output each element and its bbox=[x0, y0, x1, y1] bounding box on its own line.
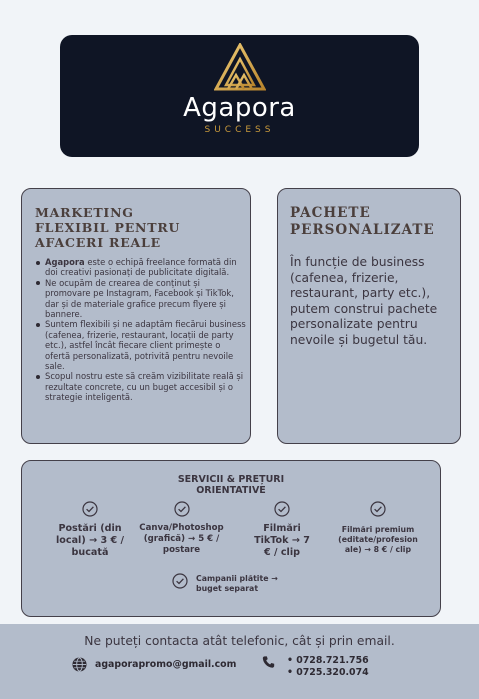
service-label-line: Postări (din bbox=[58, 523, 122, 534]
phone-numbers bbox=[287, 655, 369, 679]
service-item bbox=[134, 501, 229, 556]
phone-number[interactable]: • 0728.721.756 bbox=[287, 655, 369, 666]
service-label-line: (grafică) → 5 € / bbox=[143, 534, 220, 544]
list-item bbox=[35, 257, 247, 278]
service-label bbox=[196, 574, 278, 594]
brand-tagline: SUCCESS bbox=[204, 125, 275, 135]
packages-heading-line: PERSONALIZATE bbox=[290, 222, 435, 238]
marketing-heading-line: FLEXIBIL PENTRU bbox=[35, 220, 181, 235]
contact-text: Ne puteți contacta atât telefonic, cât și prin email. bbox=[84, 634, 395, 648]
service-label bbox=[238, 523, 326, 559]
services-title bbox=[22, 474, 440, 496]
marketing-heading-line: AFACERI REALE bbox=[35, 235, 161, 250]
service-label-line: local) → 3 € / bbox=[56, 535, 124, 546]
email-row[interactable] bbox=[72, 657, 236, 672]
list-item: Ne ocupăm de crearea de conținut și promovare pe Instagram, Facebook și TikTok, dar și de materiale grafice precum flyere și bannere. bbox=[35, 278, 247, 320]
service-item bbox=[48, 501, 132, 559]
services-panel bbox=[21, 460, 441, 617]
bullet-bold-text: Agapora bbox=[45, 257, 85, 267]
marketing-heading-line: MARKETING bbox=[35, 205, 134, 220]
packages-body: În funcție de business (cafenea, frizerie, restaurant, party etc.), putem construi pachete personalizate pentru nevoile și bugetul tău. bbox=[290, 255, 438, 347]
service-item bbox=[172, 573, 292, 594]
email-address[interactable]: agaporapromo@gmail.com bbox=[95, 659, 237, 670]
service-label-line: € / clip bbox=[264, 547, 300, 558]
list-item: Scopul nostru este să creăm vizibilitate reală și rezultate concrete, cu un buget accesibil și o strategie inteligentă. bbox=[35, 371, 247, 402]
globe-icon bbox=[72, 657, 87, 672]
phone-icon bbox=[262, 655, 275, 669]
brand-name: Agapora bbox=[183, 93, 296, 123]
logo-mountain-icon bbox=[214, 43, 266, 93]
phone-number[interactable]: • 0725.320.074 bbox=[287, 667, 369, 678]
service-label-line: Filmări bbox=[263, 523, 301, 534]
service-item bbox=[332, 501, 424, 555]
check-circle-icon bbox=[370, 501, 386, 517]
check-circle-icon bbox=[274, 501, 290, 517]
bullet-text: este o echipă freelance formată din doi creativi pasionați de publicitate digitală. bbox=[45, 257, 237, 278]
service-item bbox=[238, 501, 326, 559]
check-circle-icon bbox=[82, 501, 98, 517]
services-title-line: SERVICII & PREȚURI bbox=[177, 474, 285, 485]
service-label-line: bucată bbox=[71, 547, 109, 558]
marketing-heading bbox=[35, 205, 235, 250]
service-label-line: TikTok → 7 bbox=[254, 535, 310, 546]
service-label bbox=[48, 523, 132, 559]
service-label bbox=[332, 525, 424, 555]
service-label bbox=[134, 523, 229, 556]
packages-heading-line: PACHETE bbox=[290, 205, 371, 221]
service-label-line: buget separat bbox=[196, 584, 259, 593]
service-label-line: ale) → 8 € / clip bbox=[344, 545, 412, 554]
packages-panel bbox=[277, 188, 461, 444]
check-circle-icon bbox=[172, 573, 188, 589]
marketing-bullet-list bbox=[35, 257, 247, 403]
logo-card bbox=[60, 35, 419, 157]
service-label-line: Canva/Photoshop bbox=[139, 523, 224, 533]
service-label-line: postare bbox=[162, 545, 201, 555]
packages-heading bbox=[290, 205, 450, 239]
phone-row bbox=[262, 655, 369, 679]
service-label-line: Filmări premium bbox=[341, 525, 415, 534]
check-circle-icon bbox=[174, 501, 190, 517]
list-item: Suntem flexibili și ne adaptăm fiecărui business (cafenea, frizerie, restaurant, locații de party etc.), astfel încât fiecare client primește o ofertă personalizată, potrivită pentru nevoile sale. bbox=[35, 319, 247, 371]
marketing-panel bbox=[21, 188, 251, 444]
services-title-line: ORIENTATIVE bbox=[196, 485, 266, 496]
service-label-line: (editate/profesion bbox=[338, 535, 418, 544]
service-label-line: Campanii plătite → bbox=[196, 574, 278, 583]
contact-footer bbox=[0, 624, 479, 699]
